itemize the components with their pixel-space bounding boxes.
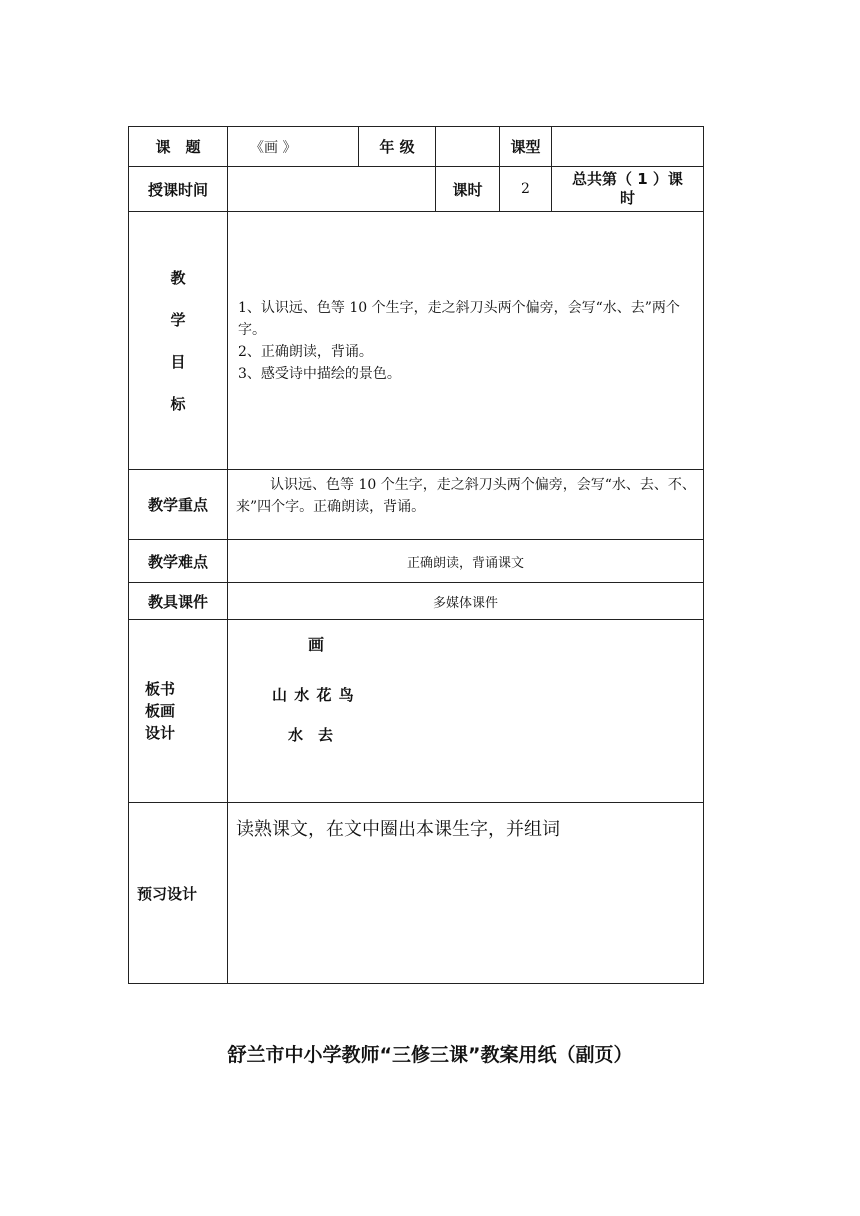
board-label (129, 620, 228, 803)
objective-item: 1、认识远、色等 10 个生字，走之斜刀头两个偏旁，会写“水、去”两个字。 (238, 299, 680, 338)
row-board (129, 620, 704, 803)
difficulties-label: 教学难点 (129, 540, 228, 583)
row-preview (129, 803, 704, 984)
materials-label: 教具课件 (129, 583, 228, 620)
row-materials (129, 583, 704, 620)
row-key-points (129, 470, 704, 540)
topic-value: 《画 》 (228, 127, 359, 167)
preview-label: 预习设计 (129, 803, 228, 984)
row-difficulties (129, 540, 704, 583)
grade-value (436, 127, 500, 167)
key-points-label: 教学重点 (129, 470, 228, 540)
page-footer-title: 舒兰市中小学教师“三修三课”教案用纸（副页） (227, 1044, 633, 1066)
topic-label: 课 题 (129, 127, 228, 167)
row-time (129, 167, 704, 212)
objectives-label (129, 212, 228, 470)
time-value (228, 167, 436, 212)
time-label: 授课时间 (129, 167, 228, 212)
board-label-line: 设计 (145, 724, 176, 742)
row-objectives (129, 212, 704, 470)
total-periods (552, 167, 704, 212)
total-line-1: 总共第（ 1 ）课 (572, 170, 683, 188)
row-topic (129, 127, 704, 167)
objectives-label-char: 教 (170, 268, 186, 287)
board-line-1: 山 水 花 鸟 (272, 686, 355, 704)
total-line-2: 时 (619, 189, 635, 207)
board-content (228, 620, 704, 803)
preview-content: 读熟课文，在文中圈出本课生字，并组词 (228, 803, 704, 984)
board-label-line: 板画 (145, 702, 176, 720)
materials-content: 多媒体课件 (228, 583, 704, 620)
type-label: 课型 (500, 127, 552, 167)
grade-label: 年 级 (359, 127, 436, 167)
period-value: 2 (500, 167, 552, 212)
period-label: 课时 (436, 167, 500, 212)
board-label-line: 板书 (145, 680, 176, 698)
objective-item: 2、正确朗读，背诵。 (238, 343, 373, 360)
objectives-label-char: 学 (170, 310, 186, 329)
objectives-label-char: 目 (170, 352, 186, 371)
board-title: 画 (308, 635, 325, 654)
lesson-plan-table (128, 126, 704, 984)
objectives-content (228, 212, 704, 470)
objective-item: 3、感受诗中描绘的景色。 (238, 365, 401, 382)
board-line-2: 水 去 (288, 726, 334, 744)
type-value (552, 127, 704, 167)
objectives-label-char: 标 (170, 394, 186, 413)
key-points-content: 认识远、色等 10 个生字，走之斜刀头两个偏旁，会写“水、去、不、来”四个字。正确朗读，背诵。 (228, 470, 704, 540)
difficulties-content: 正确朗读，背诵课文 (228, 540, 704, 583)
